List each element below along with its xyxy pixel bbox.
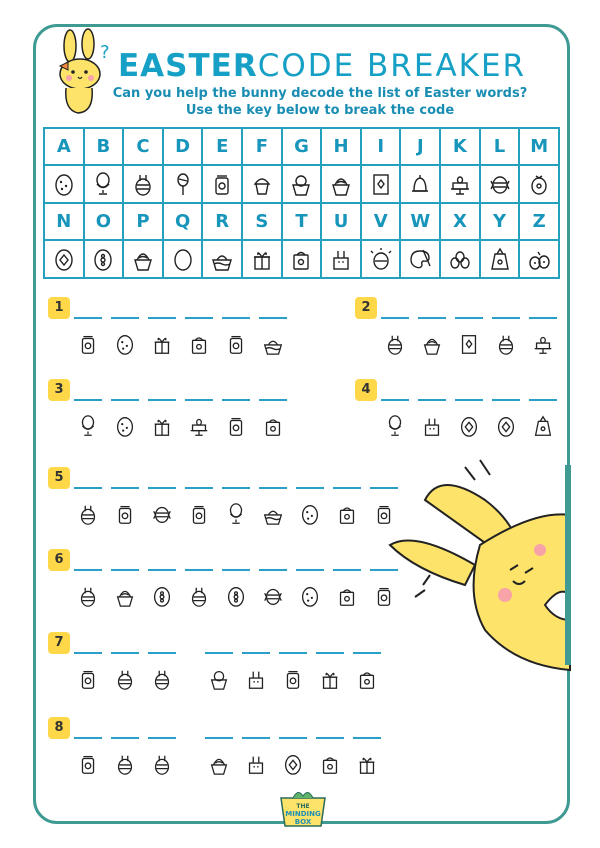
key-letter-o: O: [84, 203, 124, 240]
answer-line: [148, 737, 176, 739]
answer-slot[interactable]: [242, 737, 270, 777]
code-symbol-icon: [76, 331, 100, 357]
code-symbol-icon: [457, 331, 481, 357]
answer-slot[interactable]: [222, 487, 250, 527]
answer-slot[interactable]: [205, 652, 233, 692]
key-symbol-o: [84, 240, 124, 278]
key-letter-i: I: [361, 128, 401, 165]
key-symbol-p: [123, 240, 163, 278]
code-symbol-icon: [355, 751, 379, 777]
key-symbol-y: [480, 240, 520, 278]
answer-slot[interactable]: [418, 399, 446, 439]
cipher-key-grid: [43, 127, 560, 279]
cake-icon: [447, 171, 473, 197]
code-symbol-icon: [207, 666, 231, 692]
key-symbol-k: [440, 165, 480, 203]
answer-slot[interactable]: [222, 317, 250, 357]
bunnyegg-icon: [130, 171, 156, 197]
answer-slot[interactable]: [148, 569, 176, 609]
answer-line: [111, 652, 139, 654]
answer-slot[interactable]: [296, 487, 324, 527]
answer-line: [74, 317, 102, 319]
code-symbol-icon: [187, 331, 211, 357]
code-symbol-icon: [261, 413, 285, 439]
key-symbol-v: [361, 240, 401, 278]
answer-slot[interactable]: [296, 569, 324, 609]
lollipop-icon: [170, 171, 196, 197]
puzzle-number-badge: 5: [48, 467, 70, 489]
code-symbol-icon: [531, 331, 555, 357]
answer-slot[interactable]: [279, 652, 307, 692]
answer-line: [418, 399, 446, 401]
key-letter-m: M: [519, 128, 559, 165]
answer-slot[interactable]: [455, 317, 483, 357]
answer-line: [316, 652, 344, 654]
key-letter-b: B: [84, 128, 124, 165]
answer-slot[interactable]: [74, 737, 102, 777]
code-symbol-icon: [335, 583, 359, 609]
answer-slot[interactable]: [111, 652, 139, 692]
answer-line: [333, 569, 361, 571]
code-symbol-icon: [113, 751, 137, 777]
key-symbol-w: [400, 240, 440, 278]
answer-line: [296, 569, 324, 571]
palette-icon: [407, 246, 433, 272]
basket-icon: [328, 171, 354, 197]
svg-text:THE: THE: [296, 803, 310, 810]
code-symbol-icon: [76, 751, 100, 777]
answer-slot[interactable]: [242, 652, 270, 692]
answer-slot[interactable]: [74, 652, 102, 692]
subtitle-line1: Can you help the bunny decode the list of Easter words?: [112, 86, 528, 101]
answer-line: [492, 399, 520, 401]
card-icon: [368, 171, 394, 197]
key-letter-x: X: [440, 203, 480, 240]
code-symbol-icon: [244, 751, 268, 777]
key-symbol-x: [440, 240, 480, 278]
answer-line: [492, 317, 520, 319]
answer-slot[interactable]: [111, 737, 139, 777]
answer-slot[interactable]: [492, 399, 520, 439]
key-letter-w: W: [400, 203, 440, 240]
gift-icon: [249, 246, 275, 272]
answer-line: [185, 487, 213, 489]
key-symbol-c: [123, 165, 163, 203]
code-symbol-icon: [76, 501, 100, 527]
egg-icon: [170, 246, 196, 272]
answer-slot[interactable]: [185, 399, 213, 439]
answer-line: [381, 399, 409, 401]
key-symbol-h: [321, 165, 361, 203]
eggdots-icon: [51, 171, 77, 197]
candy-icon: [487, 171, 513, 197]
answer-line: [259, 487, 287, 489]
key-symbol-d: [163, 165, 203, 203]
key-letter-r: R: [202, 203, 242, 240]
code-symbol-icon: [261, 583, 285, 609]
answer-line: [148, 652, 176, 654]
answer-line: [205, 652, 233, 654]
boxflower-icon: [288, 246, 314, 272]
answer-line: [185, 399, 213, 401]
key-symbol-m: [519, 165, 559, 203]
answer-line: [74, 399, 102, 401]
answer-line: [296, 487, 324, 489]
answer-line: [148, 487, 176, 489]
answer-line: [74, 487, 102, 489]
answer-slot[interactable]: [111, 569, 139, 609]
answer-line: [353, 652, 381, 654]
key-letter-k: K: [440, 128, 480, 165]
code-symbol-icon: [298, 501, 322, 527]
eggsgroup-icon: [447, 246, 473, 272]
code-symbol-icon: [150, 583, 174, 609]
answer-line: [74, 652, 102, 654]
jar-icon: [209, 171, 235, 197]
code-symbol-icon: [150, 331, 174, 357]
code-symbol-icon: [420, 413, 444, 439]
basket-icon: [130, 246, 156, 272]
answer-line: [148, 317, 176, 319]
answer-line: [418, 317, 446, 319]
answer-slot[interactable]: [74, 317, 102, 357]
answer-line: [259, 569, 287, 571]
answer-line: [111, 399, 139, 401]
answer-slot[interactable]: [205, 737, 233, 777]
key-symbol-b: [84, 165, 124, 203]
answer-slot[interactable]: [259, 317, 287, 357]
answer-slot[interactable]: [148, 652, 176, 692]
key-symbol-z: [519, 240, 559, 278]
code-symbol-icon: [150, 501, 174, 527]
subtitle-line2: Use the key below to break the code: [185, 103, 455, 118]
answer-line: [74, 569, 102, 571]
key-symbol-e: [202, 165, 242, 203]
code-symbol-icon: [355, 666, 379, 692]
answer-line: [222, 399, 250, 401]
eggcup-icon: [90, 171, 116, 197]
answer-slot[interactable]: [333, 487, 361, 527]
code-symbol-icon: [150, 666, 174, 692]
cupcake-icon: [249, 171, 275, 197]
answer-line: [205, 737, 233, 739]
code-symbol-icon: [113, 331, 137, 357]
code-symbol-icon: [261, 331, 285, 357]
key-letter-t: T: [282, 203, 322, 240]
answer-line: [222, 569, 250, 571]
answer-slot[interactable]: [148, 737, 176, 777]
code-symbol-icon: [76, 583, 100, 609]
answer-slot[interactable]: [74, 399, 102, 439]
answer-slot[interactable]: [353, 652, 381, 692]
answer-line: [222, 487, 250, 489]
answer-line: [529, 399, 557, 401]
key-symbol-l: [480, 165, 520, 203]
svg-text:?: ?: [100, 42, 110, 63]
code-symbol-icon: [383, 331, 407, 357]
key-letter-a: A: [44, 128, 84, 165]
answer-slot[interactable]: [148, 317, 176, 357]
answer-slot[interactable]: [185, 317, 213, 357]
key-letter-h: H: [321, 128, 361, 165]
key-letter-v: V: [361, 203, 401, 240]
answer-slot[interactable]: [185, 569, 213, 609]
code-symbol-icon: [113, 583, 137, 609]
code-symbol-icon: [420, 331, 444, 357]
answer-slot[interactable]: [222, 569, 250, 609]
code-symbol-icon: [494, 331, 518, 357]
bag-icon: [487, 246, 513, 272]
code-symbol-icon: [318, 751, 342, 777]
answer-line: [74, 737, 102, 739]
answer-line: [111, 317, 139, 319]
code-symbol-icon: [150, 751, 174, 777]
answer-slot[interactable]: [353, 737, 381, 777]
key-symbol-q: [163, 240, 203, 278]
answer-line: [259, 317, 287, 319]
answer-line: [185, 317, 213, 319]
answer-slot[interactable]: [111, 399, 139, 439]
answer-line: [279, 652, 307, 654]
answer-line: [455, 399, 483, 401]
code-symbol-icon: [244, 666, 268, 692]
puzzle-number-badge: 1: [48, 297, 70, 319]
answer-slot[interactable]: [111, 487, 139, 527]
answer-slot[interactable]: [279, 737, 307, 777]
answer-line: [185, 569, 213, 571]
code-symbol-icon: [113, 501, 137, 527]
code-symbol-icon: [113, 413, 137, 439]
answer-slot[interactable]: [74, 569, 102, 609]
key-symbol-r: [202, 240, 242, 278]
answer-line: [111, 737, 139, 739]
answer-line: [529, 317, 557, 319]
eggflower-icon: [90, 246, 116, 272]
answer-line: [242, 652, 270, 654]
answer-slot[interactable]: [381, 399, 409, 439]
peeking-bunny-icon: [385, 455, 573, 675]
code-symbol-icon: [224, 331, 248, 357]
basketwave-icon: [209, 246, 235, 272]
answer-slot[interactable]: [455, 399, 483, 439]
key-letter-d: D: [163, 128, 203, 165]
answer-slot[interactable]: [148, 487, 176, 527]
answer-slot[interactable]: [259, 487, 287, 527]
code-symbol-icon: [298, 583, 322, 609]
bunnybox-icon: [328, 246, 354, 272]
puzzle-number-badge: 8: [48, 717, 70, 739]
key-symbol-i: [361, 165, 401, 203]
title-code-breaker: CODE BREAKER: [257, 48, 527, 84]
key-symbol-s: [242, 240, 282, 278]
answer-line: [279, 737, 307, 739]
code-symbol-icon: [281, 666, 305, 692]
answer-line: [222, 317, 250, 319]
code-symbol-icon: [187, 413, 211, 439]
basketegg-icon: [288, 171, 314, 197]
eggbow-icon: [526, 171, 552, 197]
answer-slot[interactable]: [259, 569, 287, 609]
code-symbol-icon: [224, 583, 248, 609]
eggspark-icon: [368, 246, 394, 272]
answer-slot[interactable]: [492, 317, 520, 357]
key-letter-z: Z: [519, 203, 559, 240]
key-letter-f: F: [242, 128, 282, 165]
key-letter-s: S: [242, 203, 282, 240]
answer-line: [381, 317, 409, 319]
answer-slot[interactable]: [185, 487, 213, 527]
code-symbol-icon: [383, 413, 407, 439]
answer-slot[interactable]: [259, 399, 287, 439]
key-symbol-u: [321, 240, 361, 278]
code-symbol-icon: [187, 501, 211, 527]
key-letter-y: Y: [480, 203, 520, 240]
key-symbol-f: [242, 165, 282, 203]
answer-line: [148, 399, 176, 401]
key-letter-g: G: [282, 128, 322, 165]
key-symbol-n: [44, 240, 84, 278]
code-symbol-icon: [76, 666, 100, 692]
code-symbol-icon: [76, 413, 100, 439]
bell-icon: [407, 171, 433, 197]
code-symbol-icon: [224, 501, 248, 527]
code-symbol-icon: [150, 413, 174, 439]
answer-line: [111, 569, 139, 571]
answer-line: [455, 317, 483, 319]
answer-line: [242, 737, 270, 739]
answer-slot[interactable]: [529, 399, 557, 439]
code-symbol-icon: [207, 751, 231, 777]
answer-slot[interactable]: [316, 737, 344, 777]
puzzle-number-badge: 6: [48, 549, 70, 571]
puzzle-number-badge: 3: [48, 379, 70, 401]
answer-line: [333, 487, 361, 489]
key-letter-j: J: [400, 128, 440, 165]
answer-slot[interactable]: [381, 317, 409, 357]
answer-slot[interactable]: [529, 317, 557, 357]
key-letter-p: P: [123, 203, 163, 240]
code-symbol-icon: [261, 501, 285, 527]
answer-slot[interactable]: [111, 317, 139, 357]
key-symbol-g: [282, 165, 322, 203]
answer-slot[interactable]: [316, 652, 344, 692]
key-symbol-t: [282, 240, 322, 278]
puzzle-number-badge: 2: [355, 297, 377, 319]
code-symbol-icon: [318, 666, 342, 692]
svg-text:MINDING: MINDING: [285, 810, 321, 818]
code-symbol-icon: [113, 666, 137, 692]
puzzle-number-badge: 7: [48, 632, 70, 654]
answer-slot[interactable]: [333, 569, 361, 609]
key-letter-l: L: [480, 128, 520, 165]
code-symbol-icon: [281, 751, 305, 777]
eggsdots-icon: [526, 246, 552, 272]
minding-box-logo: [273, 788, 333, 828]
answer-line: [148, 569, 176, 571]
code-symbol-icon: [335, 501, 359, 527]
answer-line: [316, 737, 344, 739]
key-letter-c: C: [123, 128, 163, 165]
page-title: [118, 48, 526, 84]
key-letter-n: N: [44, 203, 84, 240]
answer-slot[interactable]: [148, 399, 176, 439]
title-easter: EASTER: [118, 48, 258, 84]
svg-text:BOX: BOX: [294, 818, 312, 826]
code-symbol-icon: [224, 413, 248, 439]
code-symbol-icon: [494, 413, 518, 439]
key-symbol-a: [44, 165, 84, 203]
code-symbol-icon: [531, 413, 555, 439]
key-letter-u: U: [321, 203, 361, 240]
code-symbol-icon: [187, 583, 211, 609]
code-symbol-icon: [457, 413, 481, 439]
answer-slot[interactable]: [74, 487, 102, 527]
eggdiamond-icon: [51, 246, 77, 272]
answer-slot[interactable]: [418, 317, 446, 357]
key-letter-e: E: [202, 128, 242, 165]
puzzle-number-badge: 4: [355, 379, 377, 401]
answer-line: [353, 737, 381, 739]
key-letter-q: Q: [163, 203, 203, 240]
answer-slot[interactable]: [222, 399, 250, 439]
answer-line: [111, 487, 139, 489]
key-symbol-j: [400, 165, 440, 203]
answer-line: [259, 399, 287, 401]
